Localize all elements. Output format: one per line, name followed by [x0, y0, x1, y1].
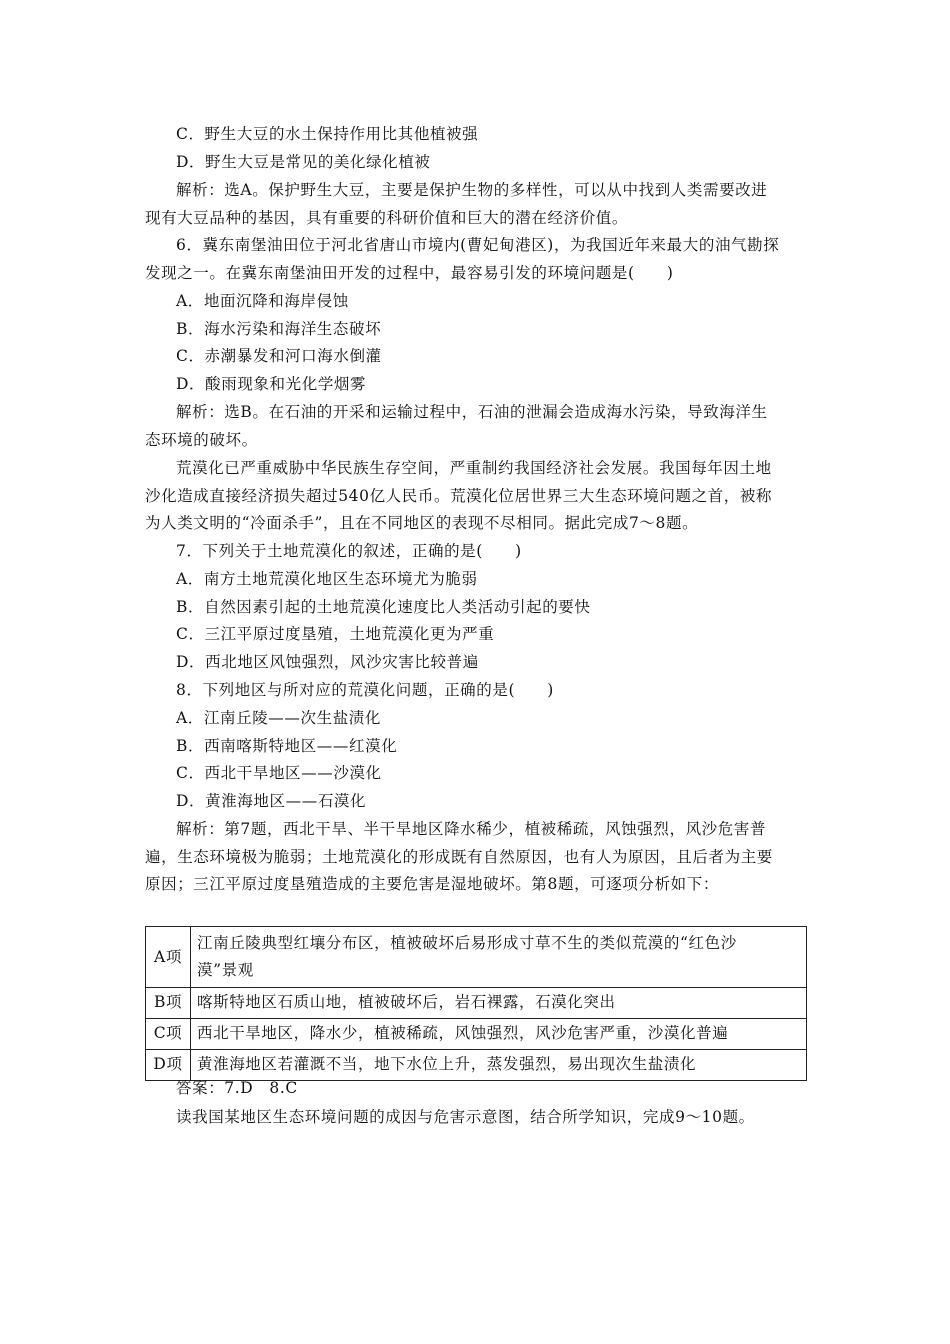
analysis-table [145, 926, 807, 1081]
q7-option-d: D．西北地区风蚀强烈，风沙灾害比较普遍 [176, 653, 479, 671]
analysis-7-8-line-1: 解析：第7题，西北干旱、半干旱地区降水稀少，植被稀疏，风蚀强烈，风沙危害普 [176, 820, 767, 838]
intro-7-8-line-2: 沙化造成直接经济损失超过540亿人民币。荒漠化位居世界三大生态环境问题之首，被称 [145, 487, 773, 505]
table-row-text: 喀斯特地区石质山地，植被破坏后，岩石裸露，石漠化突出 [191, 988, 807, 1019]
intro-7-8-line-1: 荒漠化已严重威胁中华民族生存空间，严重制约我国经济社会发展。我国每年因土地 [176, 459, 772, 477]
q8-stem: 8．下列地区与所对应的荒漠化问题，正确的是( ) [176, 681, 554, 699]
q5-option-d: D．野生大豆是常见的美化绿化植被 [176, 153, 431, 171]
q5-analysis-line-1: 解析：选A。保护野生大豆，主要是保护生物的多样性，可以从中找到人类需要改进 [176, 181, 768, 199]
q7-option-c: C．三江平原过度垦殖，土地荒漠化更为严重 [176, 625, 495, 643]
q6-option-a: A．地面沉降和海岸侵蚀 [176, 292, 349, 310]
q6-option-d: D．酸雨现象和光化学烟雾 [176, 375, 367, 393]
analysis-7-8-line-2: 遍，生态环境极为脆弱；土地荒漠化的形成既有自然原因，也有人为原因，且后者为主要 [145, 848, 773, 866]
table-row-label: A项 [146, 927, 191, 988]
q6-option-b: B．海水污染和海洋生态破坏 [176, 320, 382, 338]
table-row-text: 西北干旱地区，降水少，植被稀疏，风蚀强烈，风沙危害严重，沙漠化普遍 [191, 1019, 807, 1050]
q5-analysis-line-2: 现有大豆品种的基因，具有重要的科研价值和巨大的潜在经济价值。 [145, 209, 629, 227]
table-row [146, 927, 807, 988]
table-row-text [191, 927, 807, 988]
analysis-7-8-line-3: 原因；三江平原过度垦殖造成的主要危害是湿地破坏。第8题，可逐项分析如下： [145, 875, 719, 893]
table-row-label: B项 [146, 988, 191, 1019]
q8-option-b: B．西南喀斯特地区——红漠化 [176, 737, 398, 755]
intro-7-8-line-3: 为人类文明的“冷面杀手”，且在不同地区的表现不尽相同。据此完成7～8题。 [145, 514, 699, 532]
q7-option-a: A．南方土地荒漠化地区生态环境尤为脆弱 [176, 570, 478, 588]
table-row-text: 黄淮海地区若灌溉不当，地下水位上升，蒸发强烈，易出现次生盐渍化 [191, 1050, 807, 1081]
table-row-label: D项 [146, 1050, 191, 1081]
q6-stem-line-1: 6．冀东南堡油田位于河北省唐山市境内(曹妃甸港区)，为我国近年来最大的油气勘探 [176, 236, 780, 254]
table-row-text-line-2: 漠”景观 [197, 961, 254, 979]
q7-option-b: B．自然因素引起的土地荒漠化速度比人类活动引起的要快 [176, 598, 591, 616]
q5-option-c: C．野生大豆的水土保持作用比其他植被强 [176, 125, 479, 143]
answer-7-8: 答案：7.D 8.C [176, 1079, 298, 1097]
q8-option-c: C．西北干旱地区——沙漠化 [176, 764, 382, 782]
q6-analysis-line-1: 解析：选B。在石油的开采和运输过程中，石油的泄漏会造成海水污染，导致海洋生 [176, 403, 768, 421]
q8-option-a: A．江南丘陵——次生盐渍化 [176, 709, 381, 727]
table-row-label: C项 [146, 1019, 191, 1050]
q8-option-d: D．黄淮海地区——石漠化 [176, 792, 367, 810]
q6-stem-line-2: 发现之一。在冀东南堡油田开发的过程中，最容易引发的环境问题是( ) [145, 264, 674, 282]
intro-9-10: 读我国某地区生态环境问题的成因与危害示意图，结合所学知识，完成9～10题。 [176, 1108, 755, 1126]
q6-analysis-line-2: 态环境的破坏。 [145, 431, 258, 449]
q6-option-c: C．赤潮暴发和河口海水倒灌 [176, 347, 382, 365]
table-row [146, 988, 807, 1019]
table-row-text-line-1: 江南丘陵典型红壤分布区，植被破坏后易形成寸草不生的类似荒漠的“红色沙 [197, 934, 737, 952]
table-row [146, 1050, 807, 1081]
q7-stem: 7．下列关于土地荒漠化的叙述，正确的是( ) [176, 542, 522, 560]
table-row [146, 1019, 807, 1050]
